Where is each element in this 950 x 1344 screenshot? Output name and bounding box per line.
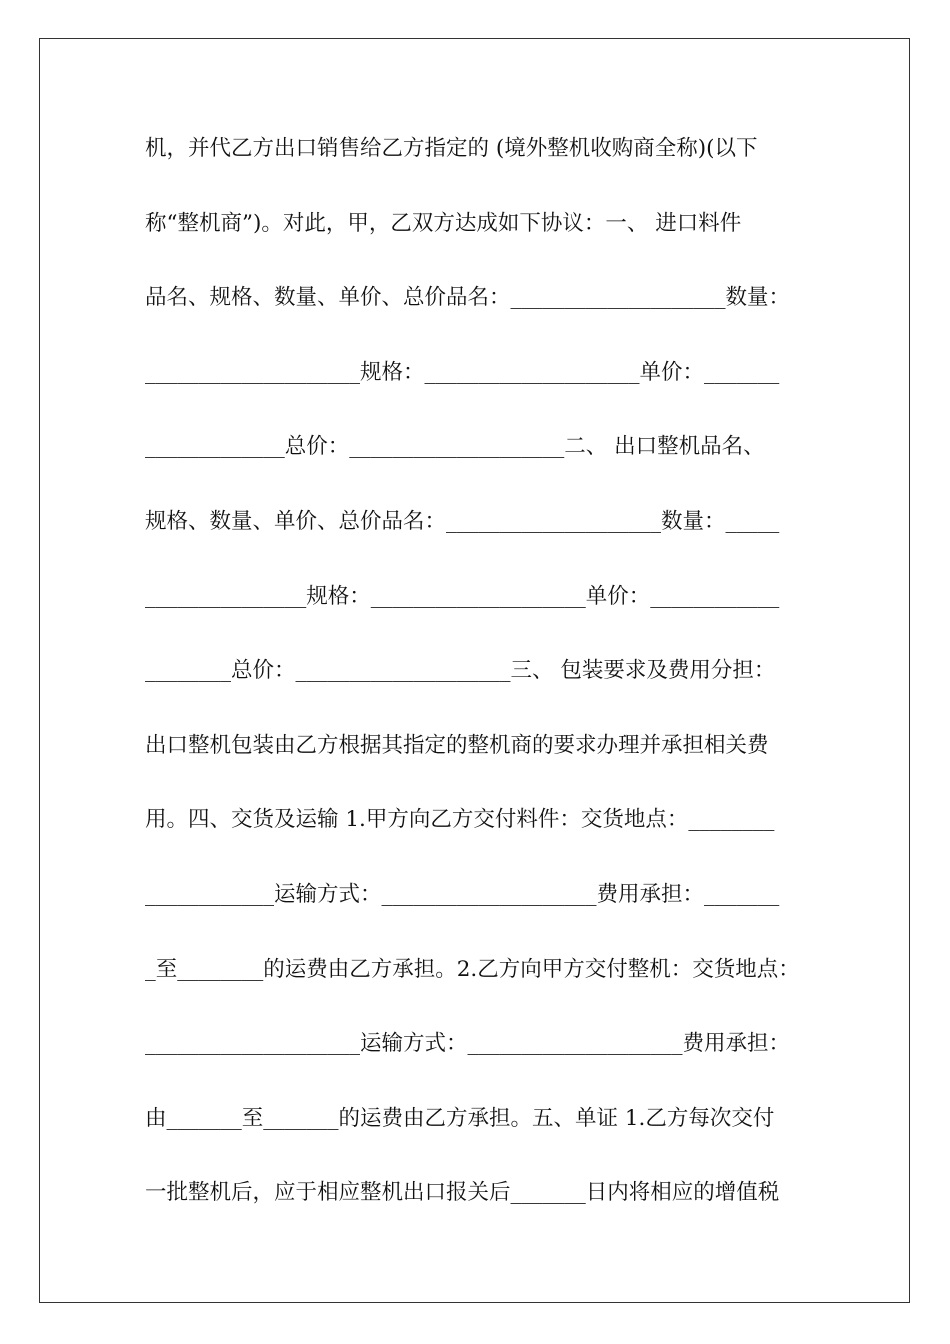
document-body	[145, 112, 825, 1231]
text-line: 由_______至_______的运费由乙方承担。五、单证 1.乙方每次交付	[145, 1105, 775, 1131]
text-line: 一批整机后，应于相应整机出口报关后_______日内将相应的增值税	[145, 1180, 780, 1206]
text-line: ____________________运输方式：____________________费用承担：	[145, 1031, 791, 1057]
text-line: _至________的运费由乙方承担。2.乙方向甲方交付整机：交货地点：	[145, 956, 800, 982]
text-line: ________总价：____________________三、 包装要求及费用分担：	[145, 658, 776, 684]
text-line: _____________总价：____________________二、 出口整机品名、	[145, 434, 765, 460]
text-line: 品名、规格、数量、单价、总价品名：____________________数量：	[145, 285, 791, 311]
text-line: ____________运输方式：____________________费用承担：_______	[145, 881, 780, 907]
text-line: _______________规格：____________________单价：____________	[145, 583, 780, 609]
text-line: 用。四、交货及运输 1.甲方向乙方交付料件：交货地点：________	[145, 807, 775, 833]
text-line: 称“整机商”)。对此，甲，乙双方达成如下协议：一、 进口料件	[145, 210, 742, 236]
text-line: ____________________规格：____________________单价：_______	[145, 359, 780, 385]
text-line: 出口整机包装由乙方根据其指定的整机商的要求办理并承担相关费	[145, 732, 769, 758]
text-line: 机，并代乙方出口销售给乙方指定的 (境外整机收购商全称)(以下	[145, 136, 758, 161]
text-line: 规格、数量、单价、总价品名：____________________数量：_____	[145, 508, 780, 534]
